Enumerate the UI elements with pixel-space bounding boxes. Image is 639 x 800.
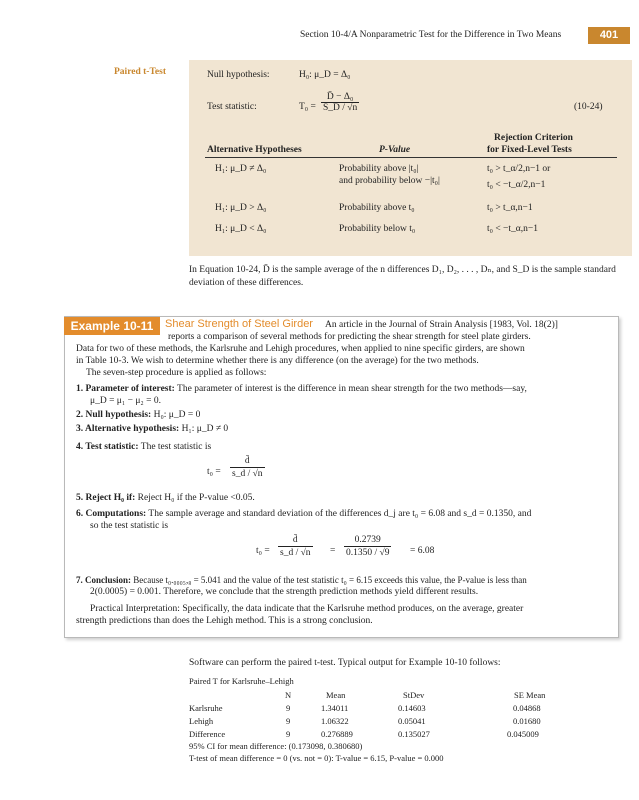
step-6-text: The sample average and standard deviation of the differences d_j are t₀ = 6.08 and s_d = 0.1350, and: [148, 509, 532, 519]
header-rule: [205, 157, 617, 158]
cell-stdev: 0.14603: [398, 703, 426, 713]
software-output-table: [189, 690, 634, 742]
cell-se-mean: 0.04868: [513, 703, 541, 713]
step-4-label: 4. Test statistic:: [76, 442, 139, 452]
step-6-denominator-2: 0.1350 / √9: [346, 548, 390, 558]
example-intro-5: The seven-step procedure is applied as follows:: [86, 368, 267, 378]
step-4-text: The test statistic is: [140, 442, 212, 452]
step-6-formula-2: [344, 534, 391, 559]
step-6-denominator: s_d / √n: [280, 548, 311, 558]
step-6-formula-1: [278, 534, 313, 559]
t-test-line: T-test of mean difference = 0 (vs. not = 0): T-value = 6.15, P-value = 0.000: [189, 753, 444, 763]
confidence-interval-line: 95% CI for mean difference: (0.173098, 0.380680): [189, 741, 363, 751]
example-intro-4: in Table 10-3. We wish to determine whether there is any difference (on the average) for the two methods.: [76, 356, 479, 366]
side-label: Paired t-Test: [114, 67, 166, 77]
null-value: H₀: μ_D = Δ₀: [299, 70, 351, 80]
page-number: 401: [588, 27, 630, 44]
step-6-result: = 6.08: [410, 546, 435, 556]
row-label: Karlsruhe: [189, 703, 223, 713]
step-6-lhs: t₀ =: [256, 546, 270, 556]
step-4-denominator: s_d / √n: [232, 469, 263, 479]
col-n: N: [285, 690, 292, 700]
row-label: Lehigh: [189, 716, 214, 726]
col-p-value: P-Value: [379, 145, 411, 155]
p-row-1b: and probability below −|t₀|: [339, 176, 440, 186]
cell-stdev: 0.135027: [398, 729, 430, 739]
step-5-text: Reject H₀ if the P-value <0.05.: [137, 493, 255, 503]
step-4-numerator: d̄: [230, 455, 265, 468]
col-se-mean: SE Mean: [514, 690, 546, 700]
example-intro-2: reports a comparison of several methods for predicting the shear strength for steel plate girders.: [168, 332, 531, 342]
running-head: Section 10-4/A Nonparametric Test for the Difference in Two Means: [300, 30, 562, 40]
step-4-formula: [230, 455, 265, 480]
step-2: [76, 409, 200, 421]
equation-number: (10-24): [574, 102, 603, 112]
step-3: [76, 423, 228, 435]
p-row-1a: Probability above |t₀|: [339, 164, 419, 174]
step-6-text-2: so the test statistic is: [90, 521, 169, 531]
step-2-text: H₀: μ_D = 0: [153, 410, 201, 420]
step-1-text-2: μ_D = μ₁ − μ₂ = 0.: [90, 396, 161, 406]
step-1-label: 1. Parameter of interest:: [76, 384, 175, 394]
cell-se-mean: 0.01680: [513, 716, 541, 726]
step-6-equals: =: [330, 546, 336, 556]
step-6-numerator-2: 0.2739: [344, 534, 391, 547]
cell-n: 9: [286, 716, 291, 726]
p-row-2: Probability above t₀: [339, 203, 415, 213]
example-title: Shear Strength of Steel Girder: [165, 318, 313, 330]
alt-row-2: H₁: μ_D > Δ₀: [215, 203, 267, 213]
step-6-numerator: d̄: [278, 534, 313, 547]
row-label: Difference: [189, 729, 226, 739]
step-5-label: 5. Reject H₀ if:: [76, 493, 136, 503]
step-4-lhs: t₀ =: [207, 467, 221, 477]
step-7-text: Because t₀.₀₀₀₅,₈ = 5.041 and the value of the test statistic t₀ = 6.15 exceeds this value, the P-value is less than: [133, 575, 527, 585]
cell-mean: 0.276889: [321, 729, 353, 739]
col-rejection-1: Rejection Criterion: [494, 133, 573, 143]
rej-row-3: t₀ < −t_α,n−1: [487, 224, 539, 234]
cell-mean: 1.06322: [321, 716, 349, 726]
stat-lhs: T₀ =: [299, 102, 316, 112]
step-7: [76, 574, 527, 586]
table-header-row: [189, 690, 634, 703]
rej-row-2: t₀ > t_α,n−1: [487, 203, 533, 213]
rej-row-1a: t₀ > t_α/2,n−1 or: [487, 164, 551, 174]
col-alt-hypotheses: Alternative Hypotheses: [207, 145, 302, 155]
step-3-text: H₁: μ_D ≠ 0: [181, 424, 229, 434]
null-label: Null hypothesis:: [207, 70, 270, 80]
rej-row-1b: t₀ < −t_α/2,n−1: [487, 180, 546, 190]
software-lead: Software can perform the paired t-test. Typical output for Example 10-10 follows:: [189, 658, 501, 668]
step-4: [76, 441, 211, 453]
example-badge: Example 10-11: [64, 317, 160, 335]
stat-denominator: S_D / √n: [323, 103, 358, 113]
step-1: [76, 383, 527, 395]
stat-numerator: D̄ − Δ₀: [321, 92, 359, 103]
step-3-label: 3. Alternative hypothesis:: [76, 424, 180, 434]
col-mean: Mean: [326, 690, 346, 700]
table-row: [189, 703, 634, 716]
alt-row-3: H₁: μ_D < Δ₀: [215, 224, 267, 234]
p-row-3: Probability below t₀: [339, 224, 416, 234]
practical-interpretation-1: Practical Interpretation: Specifically, the data indicate that the Karlsruhe method produces, on the average, greater: [90, 604, 524, 614]
example-intro-3: Data for two of these methods, the Karlsruhe and Lehigh procedures, when applied to nine specific girders, are shown: [76, 344, 525, 354]
alt-row-1: H₁: μ_D ≠ Δ₀: [215, 164, 267, 174]
step-7-label: 7. Conclusion:: [76, 575, 132, 585]
cell-n: 9: [286, 729, 291, 739]
stat-formula: [321, 92, 359, 113]
paired-t-summary-box: [189, 60, 632, 256]
stat-label: Test statistic:: [207, 102, 257, 112]
step-1-text: The parameter of interest is the difference in mean shear strength for the two methods—say,: [177, 384, 527, 394]
col-stdev: StDev: [403, 690, 425, 700]
cell-se-mean: 0.045009: [507, 729, 539, 739]
table-row: [189, 716, 634, 729]
software-output-title: Paired T for Karlsruhe–Lehigh: [189, 676, 294, 686]
col-rejection-2: for Fixed-Level Tests: [487, 145, 572, 155]
practical-interpretation-2: strength predictions than does the Lehigh method. This is a strong conclusion.: [76, 616, 373, 626]
cell-mean: 1.34011: [321, 703, 349, 713]
cell-n: 9: [286, 703, 291, 713]
step-6: [76, 508, 531, 520]
step-6-label: 6. Computations:: [76, 509, 147, 519]
equation-explanation: In Equation 10-24, D̄ is the sample average of the n differences D₁, D₂, . . . , Dₙ, and S_D is the sample standard deviation of these differences.: [189, 265, 616, 288]
step-7-text-2: 2(0.0005) = 0.001. Therefore, we conclude that the strength prediction methods yield different results.: [90, 587, 479, 597]
step-5: [76, 492, 255, 504]
example-intro-1: An article in the Journal of Strain Analysis [1983, Vol. 18(2)]: [325, 320, 558, 330]
step-2-label: 2. Null hypothesis:: [76, 410, 152, 420]
cell-stdev: 0.05041: [398, 716, 426, 726]
